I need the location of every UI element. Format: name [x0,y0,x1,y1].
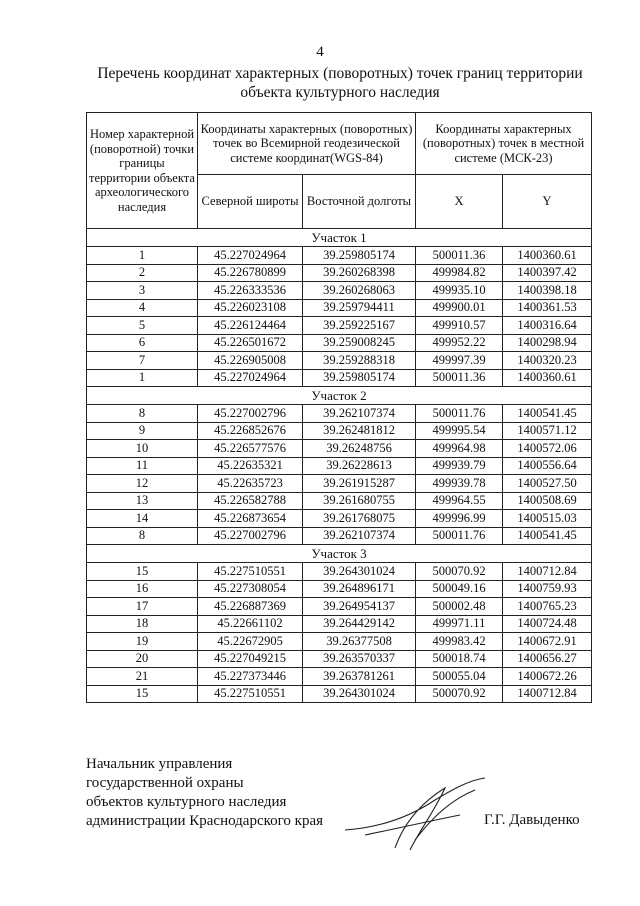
cell-x: 499984.82 [416,264,503,282]
cell-x: 500011.36 [416,247,503,265]
cell-x: 500070.92 [416,685,503,703]
cell-y: 1400397.42 [503,264,592,282]
cell-y: 1400527.50 [503,475,592,493]
cell-point-number: 7 [87,352,198,370]
cell-east: 39.261680755 [303,492,416,510]
table-row [87,563,592,581]
header-wgs-group: Координаты характерных (поворотных) точек во Всемирной геодезической системе координат(WGS-84) [198,113,416,175]
cell-point-number: 9 [87,422,198,440]
cell-y: 1400712.84 [503,685,592,703]
table-row [87,527,592,545]
cell-east: 39.262481812 [303,422,416,440]
section-title: Участок 3 [87,545,592,563]
table-row [87,685,592,703]
table-row [87,650,592,668]
table-row [87,352,592,370]
table-row [87,247,592,265]
cell-x: 499900.01 [416,299,503,317]
table-row [87,492,592,510]
table-row [87,475,592,493]
cell-y: 1400320.23 [503,352,592,370]
cell-y: 1400360.61 [503,247,592,265]
cell-east: 39.26228613 [303,457,416,475]
cell-x: 499939.79 [416,457,503,475]
cell-point-number: 21 [87,668,198,686]
cell-north: 45.226023108 [198,299,303,317]
cell-x: 499910.57 [416,317,503,335]
cell-x: 500055.04 [416,668,503,686]
cell-point-number: 5 [87,317,198,335]
cell-point-number: 15 [87,563,198,581]
section-title: Участок 1 [87,229,592,247]
cell-x: 499952.22 [416,334,503,352]
cell-east: 39.260268063 [303,282,416,300]
cell-north: 45.227373446 [198,668,303,686]
cell-point-number: 8 [87,405,198,423]
cell-x: 500011.76 [416,405,503,423]
table-row [87,334,592,352]
cell-east: 39.264301024 [303,563,416,581]
cell-east: 39.263781261 [303,668,416,686]
cell-north: 45.22672905 [198,633,303,651]
cell-x: 499964.98 [416,440,503,458]
signer-name: Г.Г. Давыденко [484,812,580,828]
cell-north: 45.226887369 [198,598,303,616]
header-north: Северной широты [198,175,303,229]
cell-east: 39.259805174 [303,247,416,265]
cell-point-number: 17 [87,598,198,616]
cell-east: 39.259288318 [303,352,416,370]
cell-east: 39.259225167 [303,317,416,335]
cell-point-number: 6 [87,334,198,352]
cell-east: 39.261768075 [303,510,416,528]
cell-point-number: 15 [87,685,198,703]
cell-north: 45.226577576 [198,440,303,458]
cell-east: 39.263570337 [303,650,416,668]
cell-y: 1400571.12 [503,422,592,440]
header-y: Y [503,175,592,229]
cell-y: 1400572.06 [503,440,592,458]
cell-x: 500011.76 [416,527,503,545]
cell-y: 1400316.64 [503,317,592,335]
cell-north: 45.227002796 [198,405,303,423]
cell-north: 45.226124464 [198,317,303,335]
cell-north: 45.226852676 [198,422,303,440]
cell-north: 45.22661102 [198,615,303,633]
header-point-number: Номер характерной (поворотной) точки границы территории объекта археологического наследия [87,113,198,229]
section-title: Участок 2 [87,387,592,405]
cell-north: 45.226582788 [198,492,303,510]
cell-north: 45.226905008 [198,352,303,370]
cell-x: 500002.48 [416,598,503,616]
cell-x: 499971.11 [416,615,503,633]
cell-east: 39.262107374 [303,527,416,545]
table-row [87,668,592,686]
cell-point-number: 14 [87,510,198,528]
signature-line: администрации Краснодарского края [86,813,324,829]
cell-point-number: 13 [87,492,198,510]
cell-north: 45.227510551 [198,685,303,703]
table-row [87,615,592,633]
cell-east: 39.262107374 [303,405,416,423]
cell-x: 499983.42 [416,633,503,651]
cell-x: 500070.92 [416,563,503,581]
cell-y: 1400515.03 [503,510,592,528]
section-row [87,229,592,247]
cell-north: 45.226780899 [198,264,303,282]
table-row [87,317,592,335]
cell-y: 1400556.64 [503,457,592,475]
signature-block [86,755,366,831]
cell-x: 499935.10 [416,282,503,300]
table-row [87,369,592,387]
signature-line: Начальник управления [86,756,233,772]
cell-y: 1400672.91 [503,633,592,651]
header-local-group: Координаты характерных (поворотных) точек в местной системе (МСК-23) [416,113,592,175]
cell-point-number: 18 [87,615,198,633]
table-row [87,457,592,475]
table-row [87,440,592,458]
cell-x: 500018.74 [416,650,503,668]
cell-north: 45.22635723 [198,475,303,493]
cell-y: 1400656.27 [503,650,592,668]
table-row [87,422,592,440]
cell-north: 45.226873654 [198,510,303,528]
cell-point-number: 20 [87,650,198,668]
cell-x: 499964.55 [416,492,503,510]
cell-y: 1400541.45 [503,405,592,423]
cell-x: 499939.78 [416,475,503,493]
header-x: X [416,175,503,229]
cell-east: 39.264896171 [303,580,416,598]
handwritten-signature [335,760,495,870]
cell-point-number: 10 [87,440,198,458]
cell-x: 499996.99 [416,510,503,528]
cell-y: 1400298.94 [503,334,592,352]
cell-north: 45.227049215 [198,650,303,668]
cell-y: 1400724.48 [503,615,592,633]
cell-north: 45.227024964 [198,247,303,265]
document-title: Перечень координат характерных (поворотных) точек границ территории объекта культурного наследия [97,65,583,101]
cell-north: 45.22635321 [198,457,303,475]
section-row [87,387,592,405]
cell-north: 45.226333536 [198,282,303,300]
cell-east: 39.261915287 [303,475,416,493]
table-body [87,229,592,703]
cell-y: 1400712.84 [503,563,592,581]
cell-x: 500049.16 [416,580,503,598]
cell-x: 499997.39 [416,352,503,370]
cell-point-number: 19 [87,633,198,651]
cell-east: 39.260268398 [303,264,416,282]
cell-east: 39.259794411 [303,299,416,317]
cell-east: 39.264429142 [303,615,416,633]
cell-y: 1400672.26 [503,668,592,686]
table-row [87,405,592,423]
cell-y: 1400765.23 [503,598,592,616]
cell-point-number: 12 [87,475,198,493]
cell-y: 1400360.61 [503,369,592,387]
coordinates-table [86,112,592,703]
cell-y: 1400759.93 [503,580,592,598]
table-row [87,510,592,528]
table-row [87,264,592,282]
cell-y: 1400541.45 [503,527,592,545]
cell-point-number: 3 [87,282,198,300]
cell-y: 1400508.69 [503,492,592,510]
cell-north: 45.227002796 [198,527,303,545]
cell-point-number: 2 [87,264,198,282]
cell-point-number: 1 [87,369,198,387]
cell-y: 1400361.53 [503,299,592,317]
table-row [87,633,592,651]
cell-east: 39.26377508 [303,633,416,651]
cell-point-number: 8 [87,527,198,545]
table-row [87,299,592,317]
cell-y: 1400398.18 [503,282,592,300]
header-east: Восточной долготы [303,175,416,229]
cell-x: 499995.54 [416,422,503,440]
table-row [87,580,592,598]
cell-north: 45.227510551 [198,563,303,581]
section-row [87,545,592,563]
cell-north: 45.227024964 [198,369,303,387]
cell-east: 39.26248756 [303,440,416,458]
signature-line: государственной охраны [86,775,244,791]
cell-east: 39.259805174 [303,369,416,387]
cell-east: 39.264301024 [303,685,416,703]
cell-north: 45.226501672 [198,334,303,352]
page-number: 4 [316,44,324,60]
cell-point-number: 4 [87,299,198,317]
cell-point-number: 1 [87,247,198,265]
cell-east: 39.264954137 [303,598,416,616]
signature-line: объектов культурного наследия [86,794,287,810]
cell-north: 45.227308054 [198,580,303,598]
cell-point-number: 11 [87,457,198,475]
cell-x: 500011.36 [416,369,503,387]
table-row [87,282,592,300]
cell-east: 39.259008245 [303,334,416,352]
cell-point-number: 16 [87,580,198,598]
table-row [87,598,592,616]
